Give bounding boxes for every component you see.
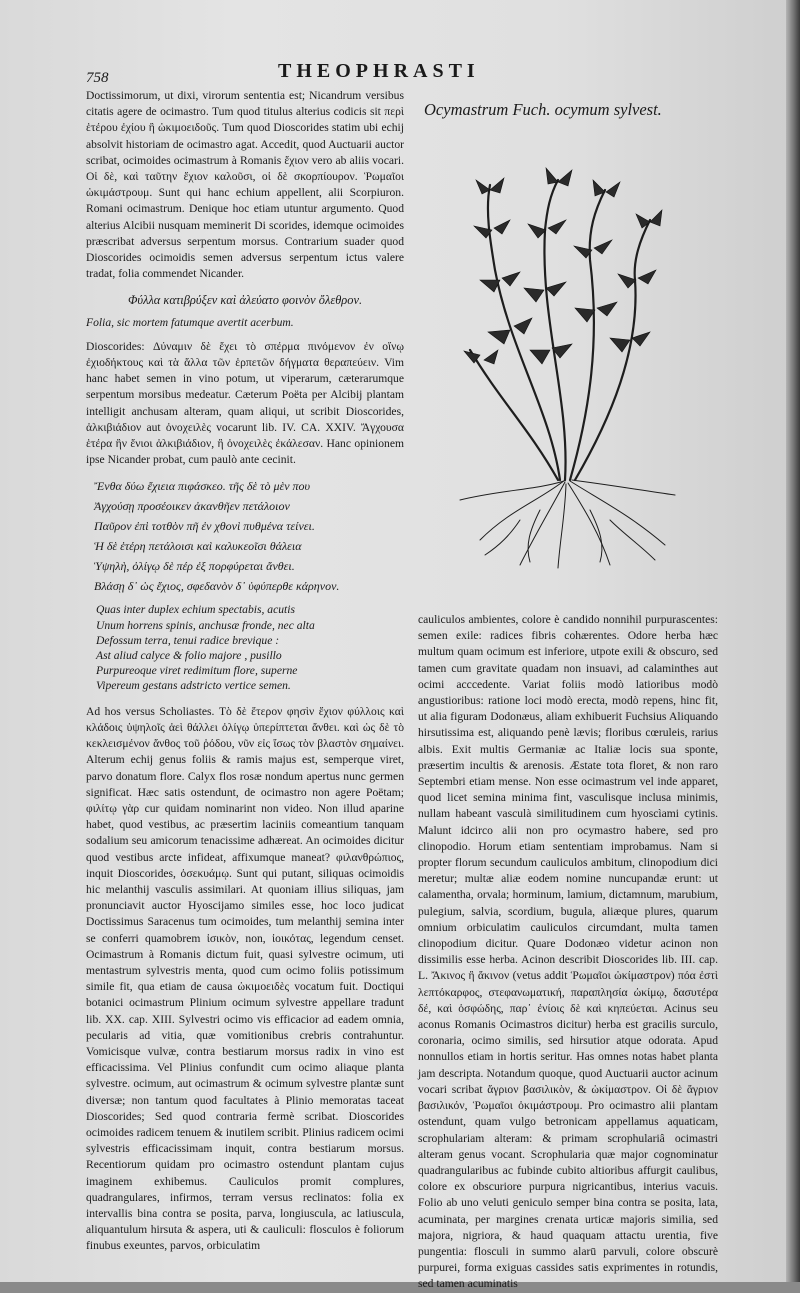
plant-woodcut-illustration — [440, 150, 680, 570]
poem-line: Vipereum gestans adstricto vertice semen. — [96, 679, 291, 693]
greek-verse-line: Φύλλα κατιβρύξεν καὶ ἀλεύατο φοινὸν ὄλεθρον. — [127, 293, 363, 308]
poem-line: Quas inter duplex echium spectabis, acutis — [96, 603, 295, 617]
paragraph: cauliculos ambientes, colore è candido nonnihil purpurascentes: semen exile: radices fibris cohærentes. Odore herba hæc multum quam ocimum est inferiore, utpote exili & obscuro, sed tamen cum gravitate quadam non insuavi, ad calaminthes aut ocimi acccedente. Variat foliis modò latioribus modò angustioribus: ratione loci modò erecta, modò repens, hinc fit, ut alia figuram Dodonæus, aliam exhibuerit Fuchsius Aliquando hirsutissima est, aliquando penè lævis; floribus cœruleis, rarius albis. Exit multis Germaniæ ac Italiæ locis sua sponte, præsertim incultis & arenosis. Æstate tota floret, & non raro Septembri etiam mense. Non esse ocimastrum vel inde apparet, quod licet semina minima fint, vasculisque inclusa minimis, nullam habeant vasculà similitudinem cum hyoscìami cytinis. Malunt idcirco alii non pro ocymastro habere, sed pro clinopodio. Horum etiam sententiam improbamus. Nam si propter florum secundum cauliculos ambitum, clinopodium dici meretur; multæ aliæ eodem nomine nuncupandæ erunt: ut calamentha, orvala; horminum, lamium, dictamnum, marubium, pulegium, salvia, scordium, bugula, aliæque plures, quarum omnium orbiculatim cauliculos circumdant, multa tamen clinopodium dicitur. Quare Dodonæo videtur acinon non dissimilis esse herba. Acinon describit Dioscorides lib. III. cap. L. Ἄκινος ἢ ἄκινον (vetus addit Ῥωμαῖοι ὠκίμαστρον) πόα ἐστὶ λεπτόκαρφος, στεφανωματική, παραπλησία ὠκίμῳ, δασυτέρα δέ, καὶ ὀσφώδης, παρ᾽ ἐνίοις δὲ καὶ κηπεύεται. Acinus seu aconus Romanis Ocimastros dicitur) herba est gracilis surculo, coronaria, ocimo similis, sed hirsutior atque odorata. Apud nonnullos etiam in hortis seritur. Has omnes notas habet planta jam descripta. Notandum quoque, quod Auctuarii auctor acinum vocari scribat ἄγριον βασιλικὸν, & ὠκίμαστρον. Οἱ δὲ ἄγριον βασιλικόν, Ῥωμαῖοι ὀκιμάστρουμ. Pro ocimastro alii plantam ostendunt, quam vulgo betronicam appellamus aquaticam, scrophulariam alteram: & primam scrophulariâ ocimastri alteram genus vocant. Scrophularia quæ major cognominatur quadrangularibus ac fubinde cubito altioribus affurgit caulibus, colore ex obscuriore purpura nigricantibus, interius vacuis. Folio ab uno veluti geniculo semper bina contra se posita, lata, acuminata, per margines crenata urticæ majoris similia, sed majora, nigriora, & haud quaquam attactu urentia, five pungentia: flosculi in summo alarū parvuli, colore obscurè purpurei, forma exiguas cassides satis exprimentes in rotundis, sed tamen acuminatis — [418, 613, 718, 1291]
figure-caption: Ocymastrum Fuch. ocymum sylvest. — [424, 100, 662, 119]
poem-line: Ast aliud calyce & folio majore , pusillo — [96, 649, 282, 663]
left-column — [86, 88, 404, 1255]
latin-verse-line: Folia, sic mortem fatumque avertit acerbum. — [86, 315, 294, 329]
paragraph: Dioscorides: Δύναμιν δὲ ἔχει τὸ σπέρμα πινόμενον ἐν οἴνῳ ἐχιοδήκτους καὶ τὰ ἄλλα τῶν ἑρπετῶν δήγματα θεραπεύειν. Vim hanc habet semen in vino potum, ut viperarum, cæterarumque serpentum morsibus medeatur. Cæterum Poëta per Alcibij plantam intelligit anchusam alteram, quam aliqui, ut scribit Dioscorides, ἀλκιβιάδιον aut ὀνοχειλὲς vocarunt lib. IV. CA. XXIV. Ἄγχουσα ἑτέρα ἣν ἔνιοι ἀλκιβιάδιον, ἢ ὀνοχειλὲς ἐκάλεσαν. Hanc opinionem ipse Nicander probat, cum paulò ante cecinit. — [86, 339, 404, 467]
poem-line: Purpureoque viret redimitum flore, superne — [96, 664, 298, 678]
poem-line: Ἔνθα δύω ἔχιεια πιφάσκεο. τῆς δὲ τὸ μὲν που — [94, 479, 311, 494]
poem-line: Παῦρον ἐπὶ τοτθὸν πῆ ἐν χθονὶ πυθμένα τείνει. — [94, 519, 315, 534]
page-number: 758 — [86, 70, 109, 86]
paragraph: Ad hos versus Scholiastes. Τὸ δὲ ἕτερον φησὶν ἔχιον φύλλοις καὶ κλάδοις ὑψηλοῖς ἀεὶ θάλλει ὀλίγῳ ὑπερίπτεται ἄνθει. καὶ ὡς δὲ τὸ κεκλεισμένον ἄνθος τοῦ ῥόδου, νῦν εἰς ἴσως τὸν βλαστὸν σημαίνει. Alterum echij genus foliis & ramis majus est, semperque viret, parvo donatum flore. Calyx flos rosæ nondum apertus nunc germen significat. Hæc satis ostendunt, de ocimastro non agere Poëtam; φιλίτῳ γὰρ cur quidam nominarint non video. Non illud aparine habet, quod vestibus, ac præsertim laciniis comeantium tanquam sodalium seu amicorum tenacissime adhæreat. An ocimoides dicitur quod vestibus arcte infideat, affixumque maneat? φιλανθρώπιος, inquit Dioscorides, ὀσεκυάμῳ. Sunt qui putant, siliquas ocimoidis hic melanthij vasculis assimilari. At quoniam illius siliquas, jam pronunciavit auctor Hyoscijamo similes esse, hoc loco judicat Doctissimus Saracenus tum ocimoides, tum melanthij semina inter se conferri quamobrem ἰσικὸν, non, ἰοικότας, legendum censet. Ocimastrum à Romanis dictum fuit, quasi sylvestre ocimum, uti mentastrum sylvestris menta, quod cum ocimo foliis potissimum simile fit, qua etiam de causa ὠκιμοειδὲς vocatum fuit. Doctiqui botanici ocimastrum Plinium ocimum sylvestre appellare tradunt lib. XX. cap. XIII. Sylvestri ocimo vis efficacior ad eadem omnia, pecularis ad vitia, quæ vomitionibus crebris contrahuntur. Vomicisque vulvæ, contra bestiarum morsus radix in vino est efficacissima. Vel Plinius confundit cum ocimo aliaque planta sylvestre. ocimum, aut ocimastrum & ocimum sylvestre plantæ sunt diversæ; non tantum quod facultates à Plinio memoratas taceat Dioscorides; Sed quod contraria fermè scribat. Dioscorides ocimoides radicem tenuem & inutilem scribit. Plinius radicem ocimi sylvestris efficacissimam inquit, contra bestiarum morsus. Recentiorum quidam pro ocimastro ostendunt plantam cujus imaginem exhibemus. Cauliculos promit complures, quadrangulares, infirmos, terram versus reclinatos: folia ex intervallis bina contra se posita, parva, longiuscula, ac latiuscula, aliquantulum hirsuta & aspera, uti & cauliculi: flosculos è foliorum finubus exeuntes, parvos, orbiculatim — [86, 704, 404, 1253]
right-column — [418, 612, 718, 1293]
greek-poem — [94, 476, 404, 596]
paragraph: Doctissimorum, ut dixi, virorum sententia est; Nicandrum versibus citatis agere de ocimastro. Tum quod titulus alterius codicis sit περὶ ἑτέρου ἐχίου ἢ ὠκιμοειδοῦς. Tum quod Dioscorides statim ubi echij absolvit historiam de ocimastro agat. Accedit, quod Auctuarii auctor scribat, ocimoides ocimastrum à Romanis ἔχιον vero ab aliis vocari. Οἱ δὲ, καὶ ταῦτην ἔχιον καλοῦσι, οἱ δὲ σκορπίουρον. Ῥωμαῖοι ὠκιμάστρουμ. Sunt qui hanc echium appellent, alii Scorpiuron. Romani ocimastrum. Denique hoc etiam utuntur argumento. Quod alterius Alcibii nusquam meminerit Di scorides, idemque ocimoides præscribat adversus serpentum morsus. Contrarium suader quod Dioscorides ocimoidis semen adversus serpentum ictus valere tradat, folia commendet Nicander. — [86, 89, 404, 281]
poem-line: Ἡ δὲ ἑτέρη πετάλοισι καὶ καλυκεοῖσι θάλεια — [94, 539, 302, 554]
book-binding-edge — [786, 0, 800, 1282]
latin-poem — [96, 602, 404, 693]
poem-line: Ὑψηλὴ, ὀλίγῳ δὲ πέρ ἐξ πορφύρεται ἄνθει. — [94, 559, 295, 574]
running-head: THEOPHRASTI — [278, 60, 480, 82]
poem-line: Ἀγχούσῃ προσέοικεν ἀκανθῆεν πετάλοιον — [94, 499, 290, 514]
poem-line: Unum horrens spinis, anchusæ fronde, nec alta — [96, 618, 315, 632]
poem-line: Defossum terra, tenui radice brevique : — [96, 633, 280, 647]
poem-line: Βλάσῃ δ᾽ ὡς ἔχιος, σφεδανὸν δ᾽ ὑφύπερθε κάρηνον. — [94, 579, 340, 594]
